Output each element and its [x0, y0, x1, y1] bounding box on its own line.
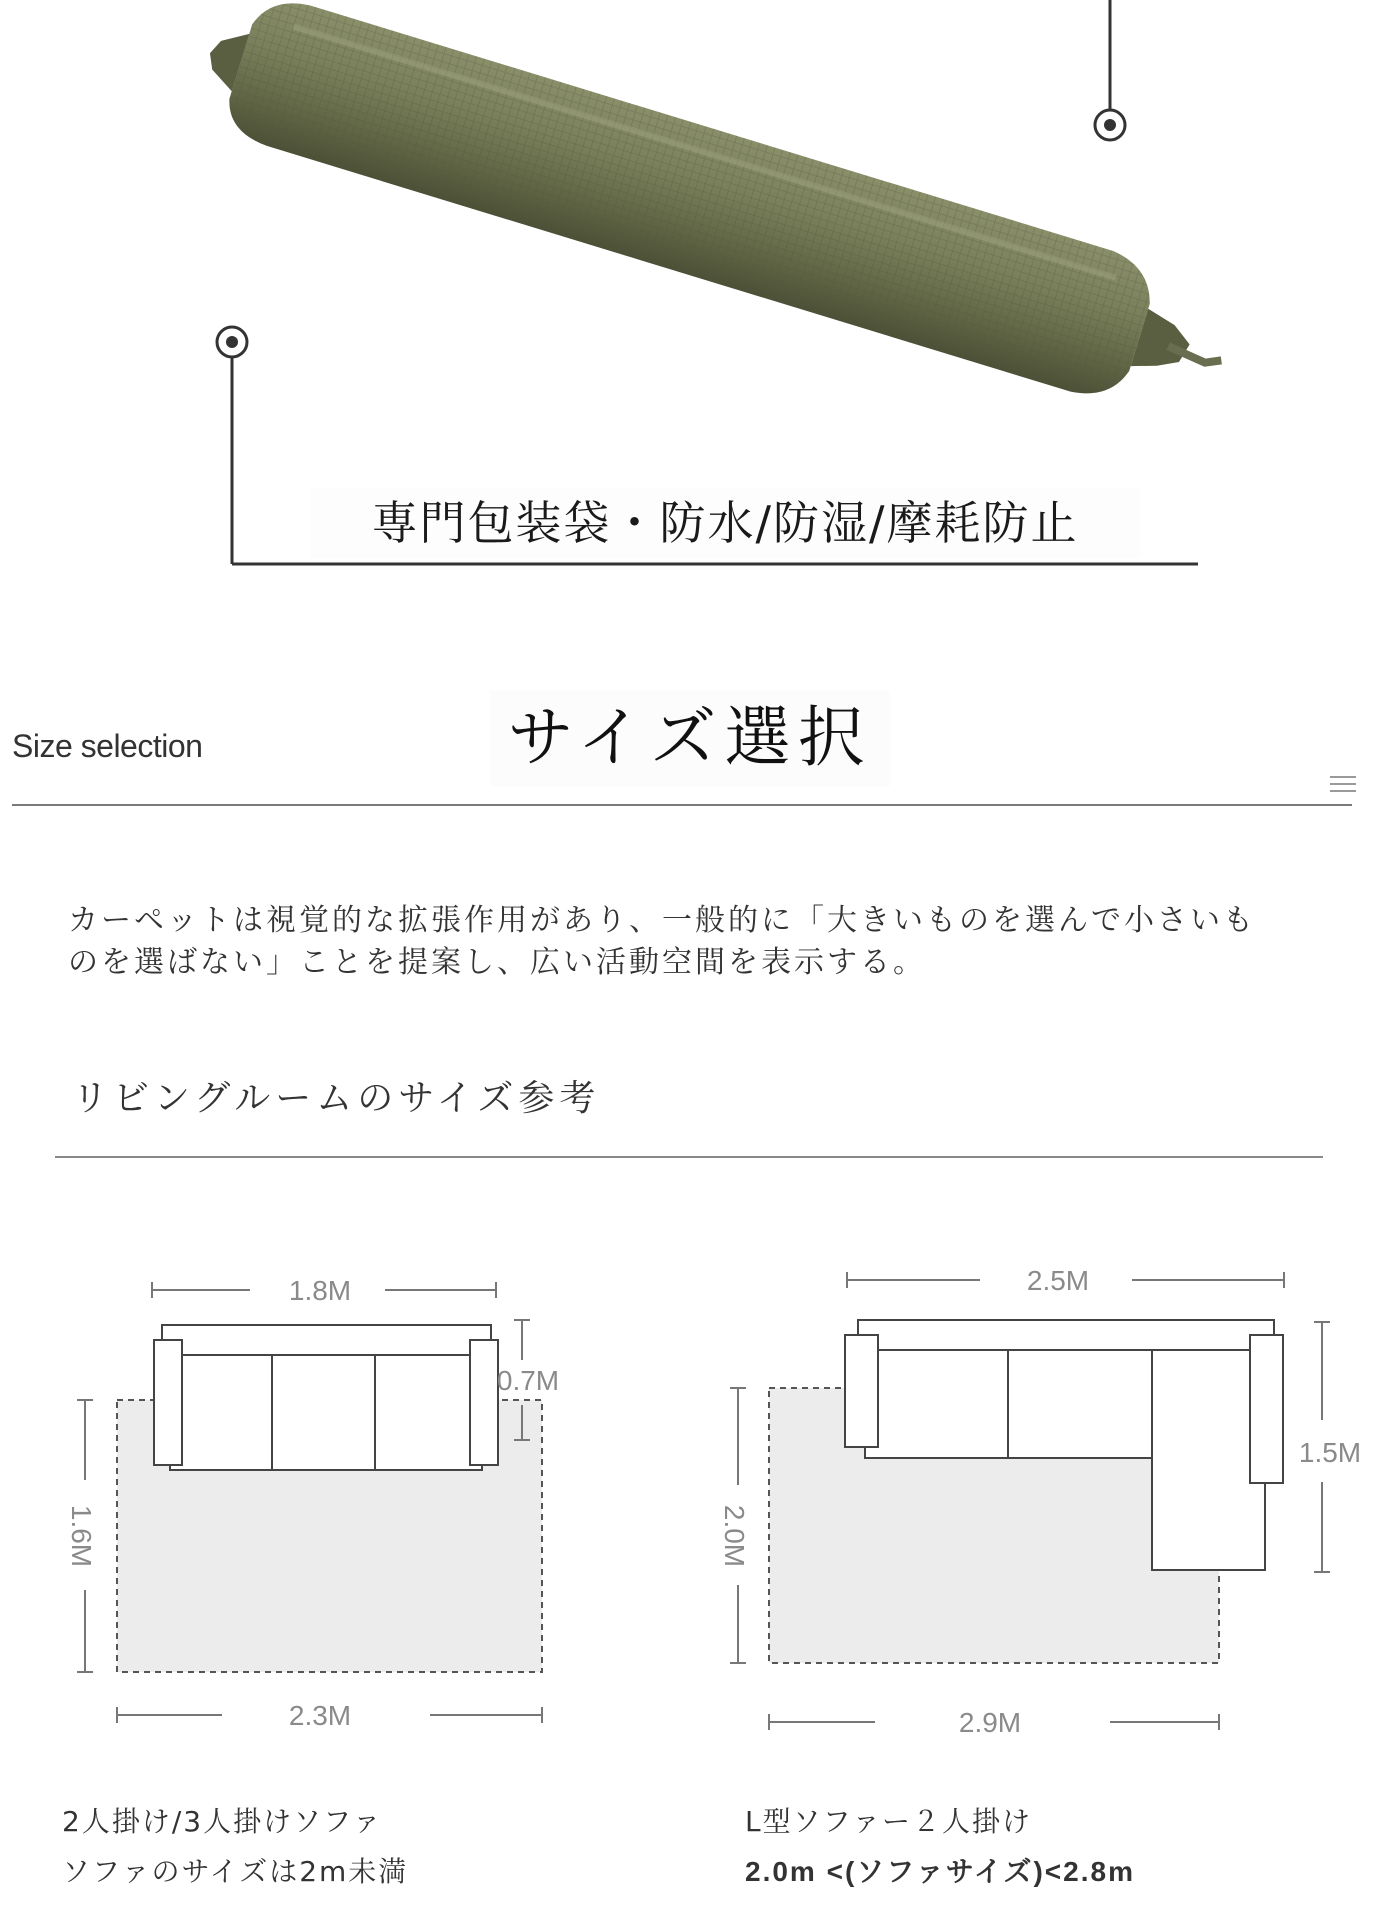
- left-sofa-depth-label: 0.7M: [496, 1365, 560, 1396]
- right-caption-line-2: 2.0m <(ソファサイズ)<2.8m: [745, 1856, 1135, 1887]
- left-caption-line-2: ソファのサイズは2m未満: [62, 1855, 409, 1888]
- intro-paragraph: [68, 900, 1338, 984]
- intro-line-2: のを選ばない」ことを提案し、広い活動空間を表示する。: [68, 945, 926, 980]
- left-rug-height-label: 1.6M: [66, 1504, 97, 1568]
- right-rug-height-label: 2.0M: [719, 1504, 750, 1568]
- right-sofa-depth-label: 1.5M: [1298, 1437, 1362, 1468]
- left-diagram: [117, 1325, 542, 1672]
- left-caption-line-1: 2人掛け/3人掛けソファ: [62, 1805, 383, 1838]
- right-caption-line-1: L型ソファー２人掛け: [745, 1805, 1033, 1838]
- right-diagram-caption: [745, 1797, 1135, 1897]
- right-diagram: [769, 1320, 1283, 1663]
- living-room-title: リビングルームのサイズ参考: [72, 1078, 601, 1119]
- subsection-divider: [55, 1156, 1323, 1158]
- left-rug-width-label: 2.3M: [288, 1700, 352, 1731]
- left-diagram-caption: [62, 1797, 408, 1897]
- section-title-ja: サイズ選択: [490, 690, 890, 786]
- right-rug-width-label: 2.9M: [958, 1707, 1022, 1738]
- section-divider: [12, 804, 1352, 806]
- section-title-en: Size selection: [12, 728, 203, 764]
- sofa-left-back: [162, 1325, 491, 1355]
- right-sofa-width-label: 2.5M: [1026, 1265, 1090, 1296]
- package-caption: 専門包装袋・防水/防湿/摩耗防止: [310, 488, 1140, 558]
- left-sofa-width-label: 1.8M: [288, 1275, 352, 1306]
- menu-icon: [1330, 776, 1356, 796]
- sofa-left-base: [170, 1355, 482, 1470]
- sofa-right-back: [858, 1320, 1274, 1350]
- sofa-rug-diagrams: [0, 1240, 1380, 1760]
- intro-line-1: カーペットは視覚的な拡張作用があり、一般的に「大きいものを選んで小さいも: [68, 903, 1256, 938]
